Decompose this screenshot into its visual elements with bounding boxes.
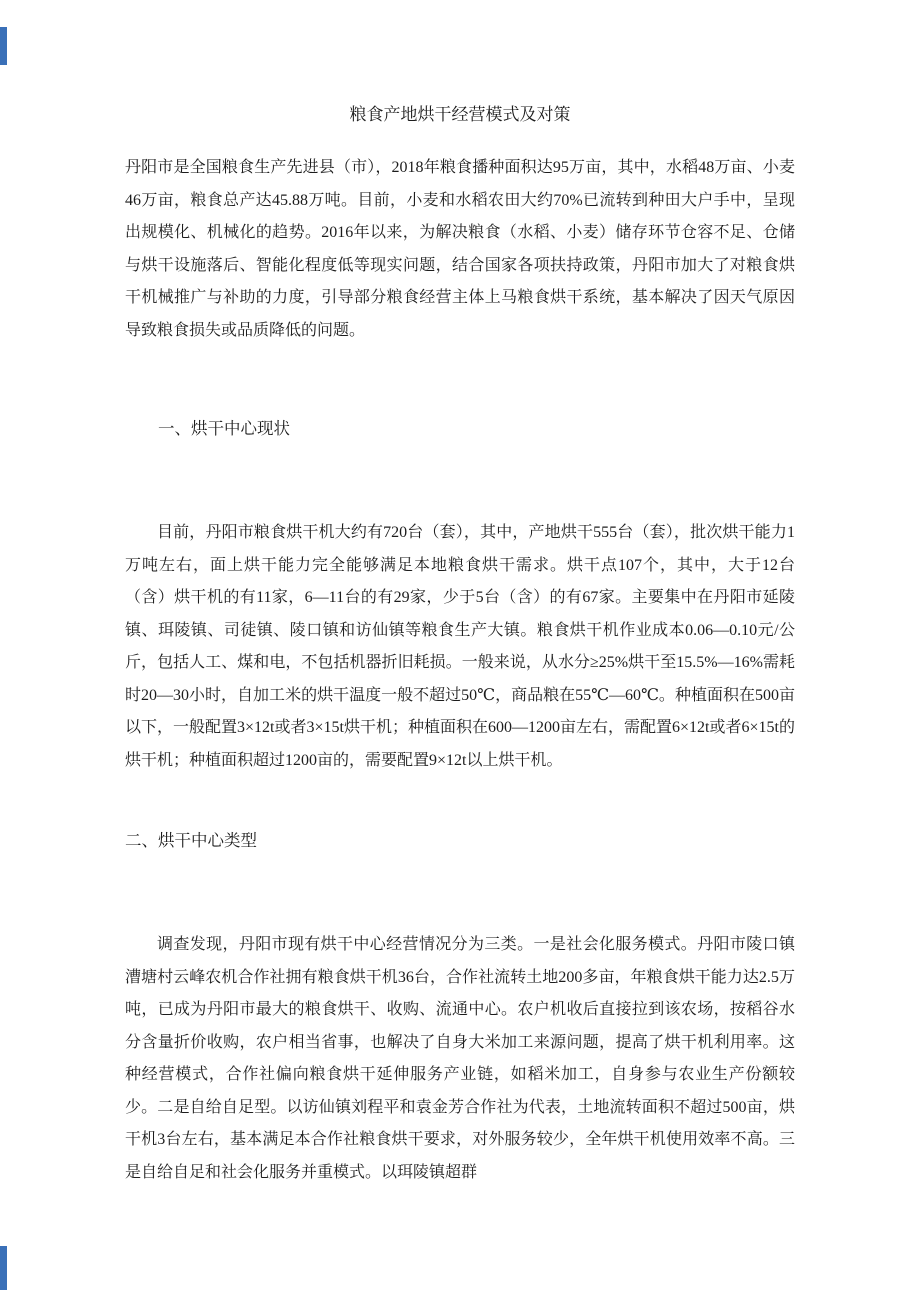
left-accent-bar-top [0, 27, 7, 65]
document-content [125, 0, 795, 1189]
document-title: 粮食产地烘干经营模式及对策 [349, 105, 571, 124]
section1-heading: 一、烘干中心现状 [158, 419, 290, 438]
left-accent-bar-bottom [0, 1246, 7, 1290]
intro-paragraph: 丹阳市是全国粮食生产先进县（市），2018年粮食播种面积达95万亩，其中，水稻48万亩、小麦46万亩，粮食总产达45.88万吨。目前，小麦和水稻农田大约70%已流转到种田大户手中，呈现出规模化、机械化的趋势。2016年以来，为解决粮食（水稻、小麦）储存环节仓容不足、仓储与烘干设施落后、智能化程度低等现实问题，结合国家各项扶持政策，丹阳市加大了对粮食烘干机械推广与补助的力度，引导部分粮食经营主体上马粮食烘干系统，基本解决了因天气原因导致粮食损失或品质降低的问题。 [125, 159, 795, 339]
section2-heading: 二、烘干中心类型 [125, 831, 257, 850]
section1-paragraph: 目前，丹阳市粮食烘干机大约有720台（套），其中，产地烘干555台（套），批次烘干能力1万吨左右，面上烘干能力完全能够满足本地粮食烘干需求。烘干点107个，其中，大于12台（含）烘干机的有11家，6—11台的有29家，少于5台（含）的有67家。主要集中在丹阳市延陵镇、珥陵镇、司徒镇、陵口镇和访仙镇等粮食生产大镇。粮食烘干机作业成本0.06—0.10元/公斤，包括人工、煤和电，不包括机器折旧耗损。一般来说，从水分≥25%烘干至15.5%—16%需耗时20—30小时，自加工米的烘干温度一般不超过50℃，商品粮在55℃—60℃。种植面积在500亩以下，一般配置3×12t或者3×15t烘干机；种植面积在600—1200亩左右，需配置6×12t或者6×15t的烘干机；种植面积超过1200亩的，需要配置9×12t以上烘干机。 [125, 524, 795, 769]
section2-paragraph: 调查发现，丹阳市现有烘干中心经营情况分为三类。一是社会化服务模式。丹阳市陵口镇漕塘村云峰农机合作社拥有粮食烘干机36台，合作社流转土地200多亩，年粮食烘干能力达2.5万吨，已成为丹阳市最大的粮食烘干、收购、流通中心。农户机收后直接拉到该农场，按稻谷水分含量折价收购，农户相当省事，也解决了自身大米加工来源问题，提高了烘干机利用率。这种经营模式，合作社偏向粮食烘干延伸服务产业链，如稻米加工，自身参与农业生产份额较少。二是自给自足型。以访仙镇刘程平和袁金芳合作社为代表，土地流转面积不超过500亩，烘干机3台左右，基本满足本合作社粮食烘干要求，对外服务较少，全年烘干机使用效率不高。三是自给自足和社会化服务并重模式。以珥陵镇超群 [125, 936, 795, 1181]
